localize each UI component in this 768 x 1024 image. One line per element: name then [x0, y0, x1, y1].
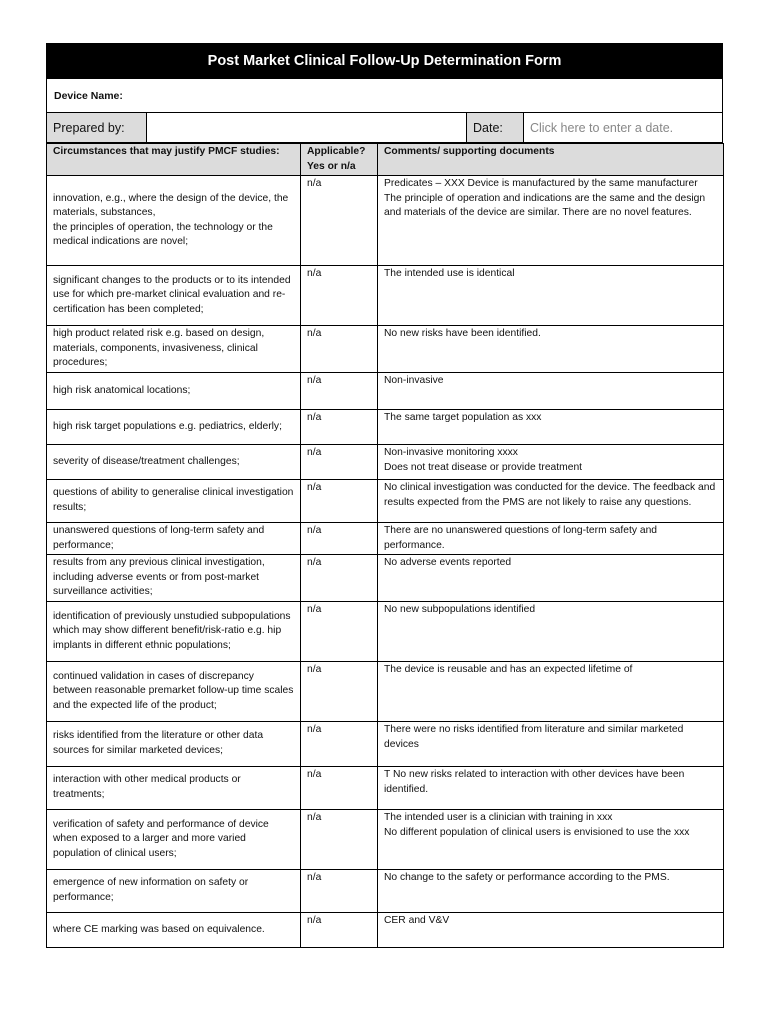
circumstance-cell: [47, 721, 301, 766]
circumstance-text: continued validation in cases of discrepancy between reasonable premarket follow-up time scales and the expected life of the product;: [53, 670, 294, 711]
table-row: [47, 809, 724, 869]
applicable-cell[interactable]: n/a: [301, 809, 378, 869]
applicable-cell[interactable]: n/a: [301, 266, 378, 326]
circumstance-text: verification of safety and performance of device when exposed to a larger and more varied population of clinical users;: [53, 818, 269, 859]
comment-text: No adverse events reported: [384, 557, 512, 569]
comments-cell[interactable]: [378, 444, 724, 479]
circumstance-cell: [47, 409, 301, 444]
circumstance-text: where CE marking was based on equivalence.: [53, 923, 265, 935]
comment-text: The intended use is identical: [384, 268, 515, 280]
comments-cell[interactable]: [378, 766, 724, 809]
circumstance-text: risks identified from the literature or other data sources for similar marketed devices;: [53, 730, 264, 756]
header-applicable: Applicable? Yes or n/a: [301, 144, 378, 176]
comment-text: Non-invasive: [384, 374, 444, 386]
comment-text: There are no unanswered questions of long-term safety and performance.: [384, 524, 658, 551]
table-row: [47, 661, 724, 721]
applicable-cell[interactable]: n/a: [301, 372, 378, 409]
comments-cell[interactable]: [378, 869, 724, 912]
comment-text: The same target population as xxx: [384, 411, 542, 423]
applicable-cell[interactable]: n/a: [301, 176, 378, 266]
applicable-cell[interactable]: n/a: [301, 661, 378, 721]
table-row: [47, 912, 724, 947]
comments-cell[interactable]: [378, 522, 724, 554]
table-row: [47, 326, 724, 373]
circumstance-cell: [47, 766, 301, 809]
comments-cell[interactable]: [378, 912, 724, 947]
header-circumstances: Circumstances that may justify PMCF studies:: [47, 144, 301, 176]
circumstance-cell: [47, 176, 301, 266]
table-row: [47, 409, 724, 444]
circumstance-text: high risk anatomical locations;: [53, 384, 191, 396]
table-header-row: [47, 144, 724, 176]
table-row: [47, 176, 724, 266]
table-row: [47, 372, 724, 409]
header-comments: Comments/ supporting documents: [378, 144, 724, 176]
date-label: Date:: [467, 113, 524, 142]
circumstance-cell: [47, 444, 301, 479]
circumstance-cell: [47, 326, 301, 373]
circumstance-cell: [47, 869, 301, 912]
date-field[interactable]: Click here to enter a date.: [530, 120, 674, 135]
table-row: [47, 766, 724, 809]
comment-text: No change to the safety or performance according to the PMS.: [384, 871, 670, 883]
table-row: [47, 479, 724, 522]
comments-cell[interactable]: [378, 809, 724, 869]
circumstance-cell: [47, 266, 301, 326]
comments-cell[interactable]: [378, 601, 724, 661]
comments-cell[interactable]: [378, 176, 724, 266]
comment-text: No different population of clinical users is envisioned to use the xxx: [384, 826, 690, 838]
comment-text: There were no risks identified from literature and similar marketed devices: [384, 723, 684, 750]
table-row: [47, 721, 724, 766]
circumstance-text: unanswered questions of long-term safety and performance;: [53, 524, 265, 551]
comments-cell[interactable]: [378, 266, 724, 326]
comments-cell[interactable]: [378, 372, 724, 409]
device-name-label: Device Name:: [54, 89, 123, 102]
applicable-cell[interactable]: n/a: [301, 326, 378, 373]
comments-cell[interactable]: [378, 721, 724, 766]
circumstance-text: interaction with other medical products or treatments;: [53, 774, 241, 800]
circumstance-text: questions of ability to generalise clinical investigation results;: [53, 487, 294, 513]
circumstance-cell: [47, 522, 301, 554]
circumstance-text: the principles of operation, the technology or the medical indications are novel;: [53, 221, 273, 248]
applicable-cell[interactable]: n/a: [301, 409, 378, 444]
circumstance-text: results from any previous clinical investigation, including adverse events or from post-market surveillance activities;: [53, 557, 265, 598]
comments-cell[interactable]: [378, 661, 724, 721]
form-title: Post Market Clinical Follow-Up Determination Form: [46, 43, 723, 79]
comment-text: The device is reusable and has an expected lifetime of: [384, 663, 633, 675]
table-row: [47, 522, 724, 554]
applicable-cell[interactable]: n/a: [301, 766, 378, 809]
comments-cell[interactable]: [378, 409, 724, 444]
circumstance-cell: [47, 809, 301, 869]
table-row: [47, 444, 724, 479]
circumstance-cell: [47, 372, 301, 409]
device-name-field[interactable]: [46, 79, 723, 113]
applicable-cell[interactable]: n/a: [301, 444, 378, 479]
circumstance-text: emergence of new information on safety or performance;: [53, 877, 249, 903]
circumstance-text: high product related risk e.g. based on design, materials, components, invasiveness, clinical procedures;: [53, 328, 265, 369]
circumstance-cell: [47, 555, 301, 602]
comments-cell[interactable]: [378, 555, 724, 602]
circumstance-text: innovation, e.g., where the design of the device, the materials, substances,: [53, 192, 289, 219]
prepared-by-field[interactable]: [147, 113, 467, 142]
applicable-cell[interactable]: n/a: [301, 912, 378, 947]
circumstance-text: significant changes to the products or to its intended use for which pre-market clinical evaluation and re-certification has been completed;: [53, 274, 291, 315]
circumstance-cell: [47, 912, 301, 947]
comment-text: T No new risks related to interaction with other devices have been identified.: [384, 768, 685, 795]
circumstance-text: high risk target populations e.g. pediatrics, elderly;: [53, 420, 282, 432]
table-row: [47, 869, 724, 912]
circumstance-text: identification of previously unstudied subpopulations which may show different benefit/risk-ratio e.g. hip implants in different ethnic populations;: [53, 610, 291, 651]
comment-text: The intended user is a clinician with training in xxx: [384, 811, 613, 823]
circumstance-text: severity of disease/treatment challenges;: [53, 455, 240, 467]
comment-text: No clinical investigation was conducted for the device. The feedback and results expected from the PMS are not likely to raise any questions.: [384, 481, 716, 508]
comments-cell[interactable]: [378, 326, 724, 373]
applicable-cell[interactable]: n/a: [301, 479, 378, 522]
applicable-cell[interactable]: n/a: [301, 721, 378, 766]
circumstance-cell: [47, 479, 301, 522]
comment-text: Predicates – XXX Device is manufactured by the same manufacturer: [384, 178, 698, 190]
comment-text: Does not treat disease or provide treatment: [384, 461, 583, 473]
pmcf-form: [46, 43, 723, 948]
table-row: [47, 266, 724, 326]
comment-text: The principle of operation and indications are the same and the design and materials of the device are similar. There are no novel features.: [384, 192, 706, 219]
applicable-cell[interactable]: n/a: [301, 555, 378, 602]
applicable-cell[interactable]: n/a: [301, 522, 378, 554]
applicable-cell[interactable]: n/a: [301, 601, 378, 661]
comment-text: CER and V&V: [384, 914, 450, 926]
table-row: [47, 555, 724, 602]
circumstance-cell: [47, 601, 301, 661]
prepared-by-label: Prepared by:: [47, 113, 147, 142]
table-row: [47, 601, 724, 661]
prepared-by-row: [46, 113, 723, 143]
applicable-cell[interactable]: n/a: [301, 869, 378, 912]
pmcf-table: [46, 143, 724, 948]
comment-text: Non-invasive monitoring xxxx: [384, 446, 518, 458]
comment-text: No new risks have been identified.: [384, 328, 541, 340]
circumstance-cell: [47, 661, 301, 721]
comments-cell[interactable]: [378, 479, 724, 522]
comment-text: No new subpopulations identified: [384, 603, 536, 615]
